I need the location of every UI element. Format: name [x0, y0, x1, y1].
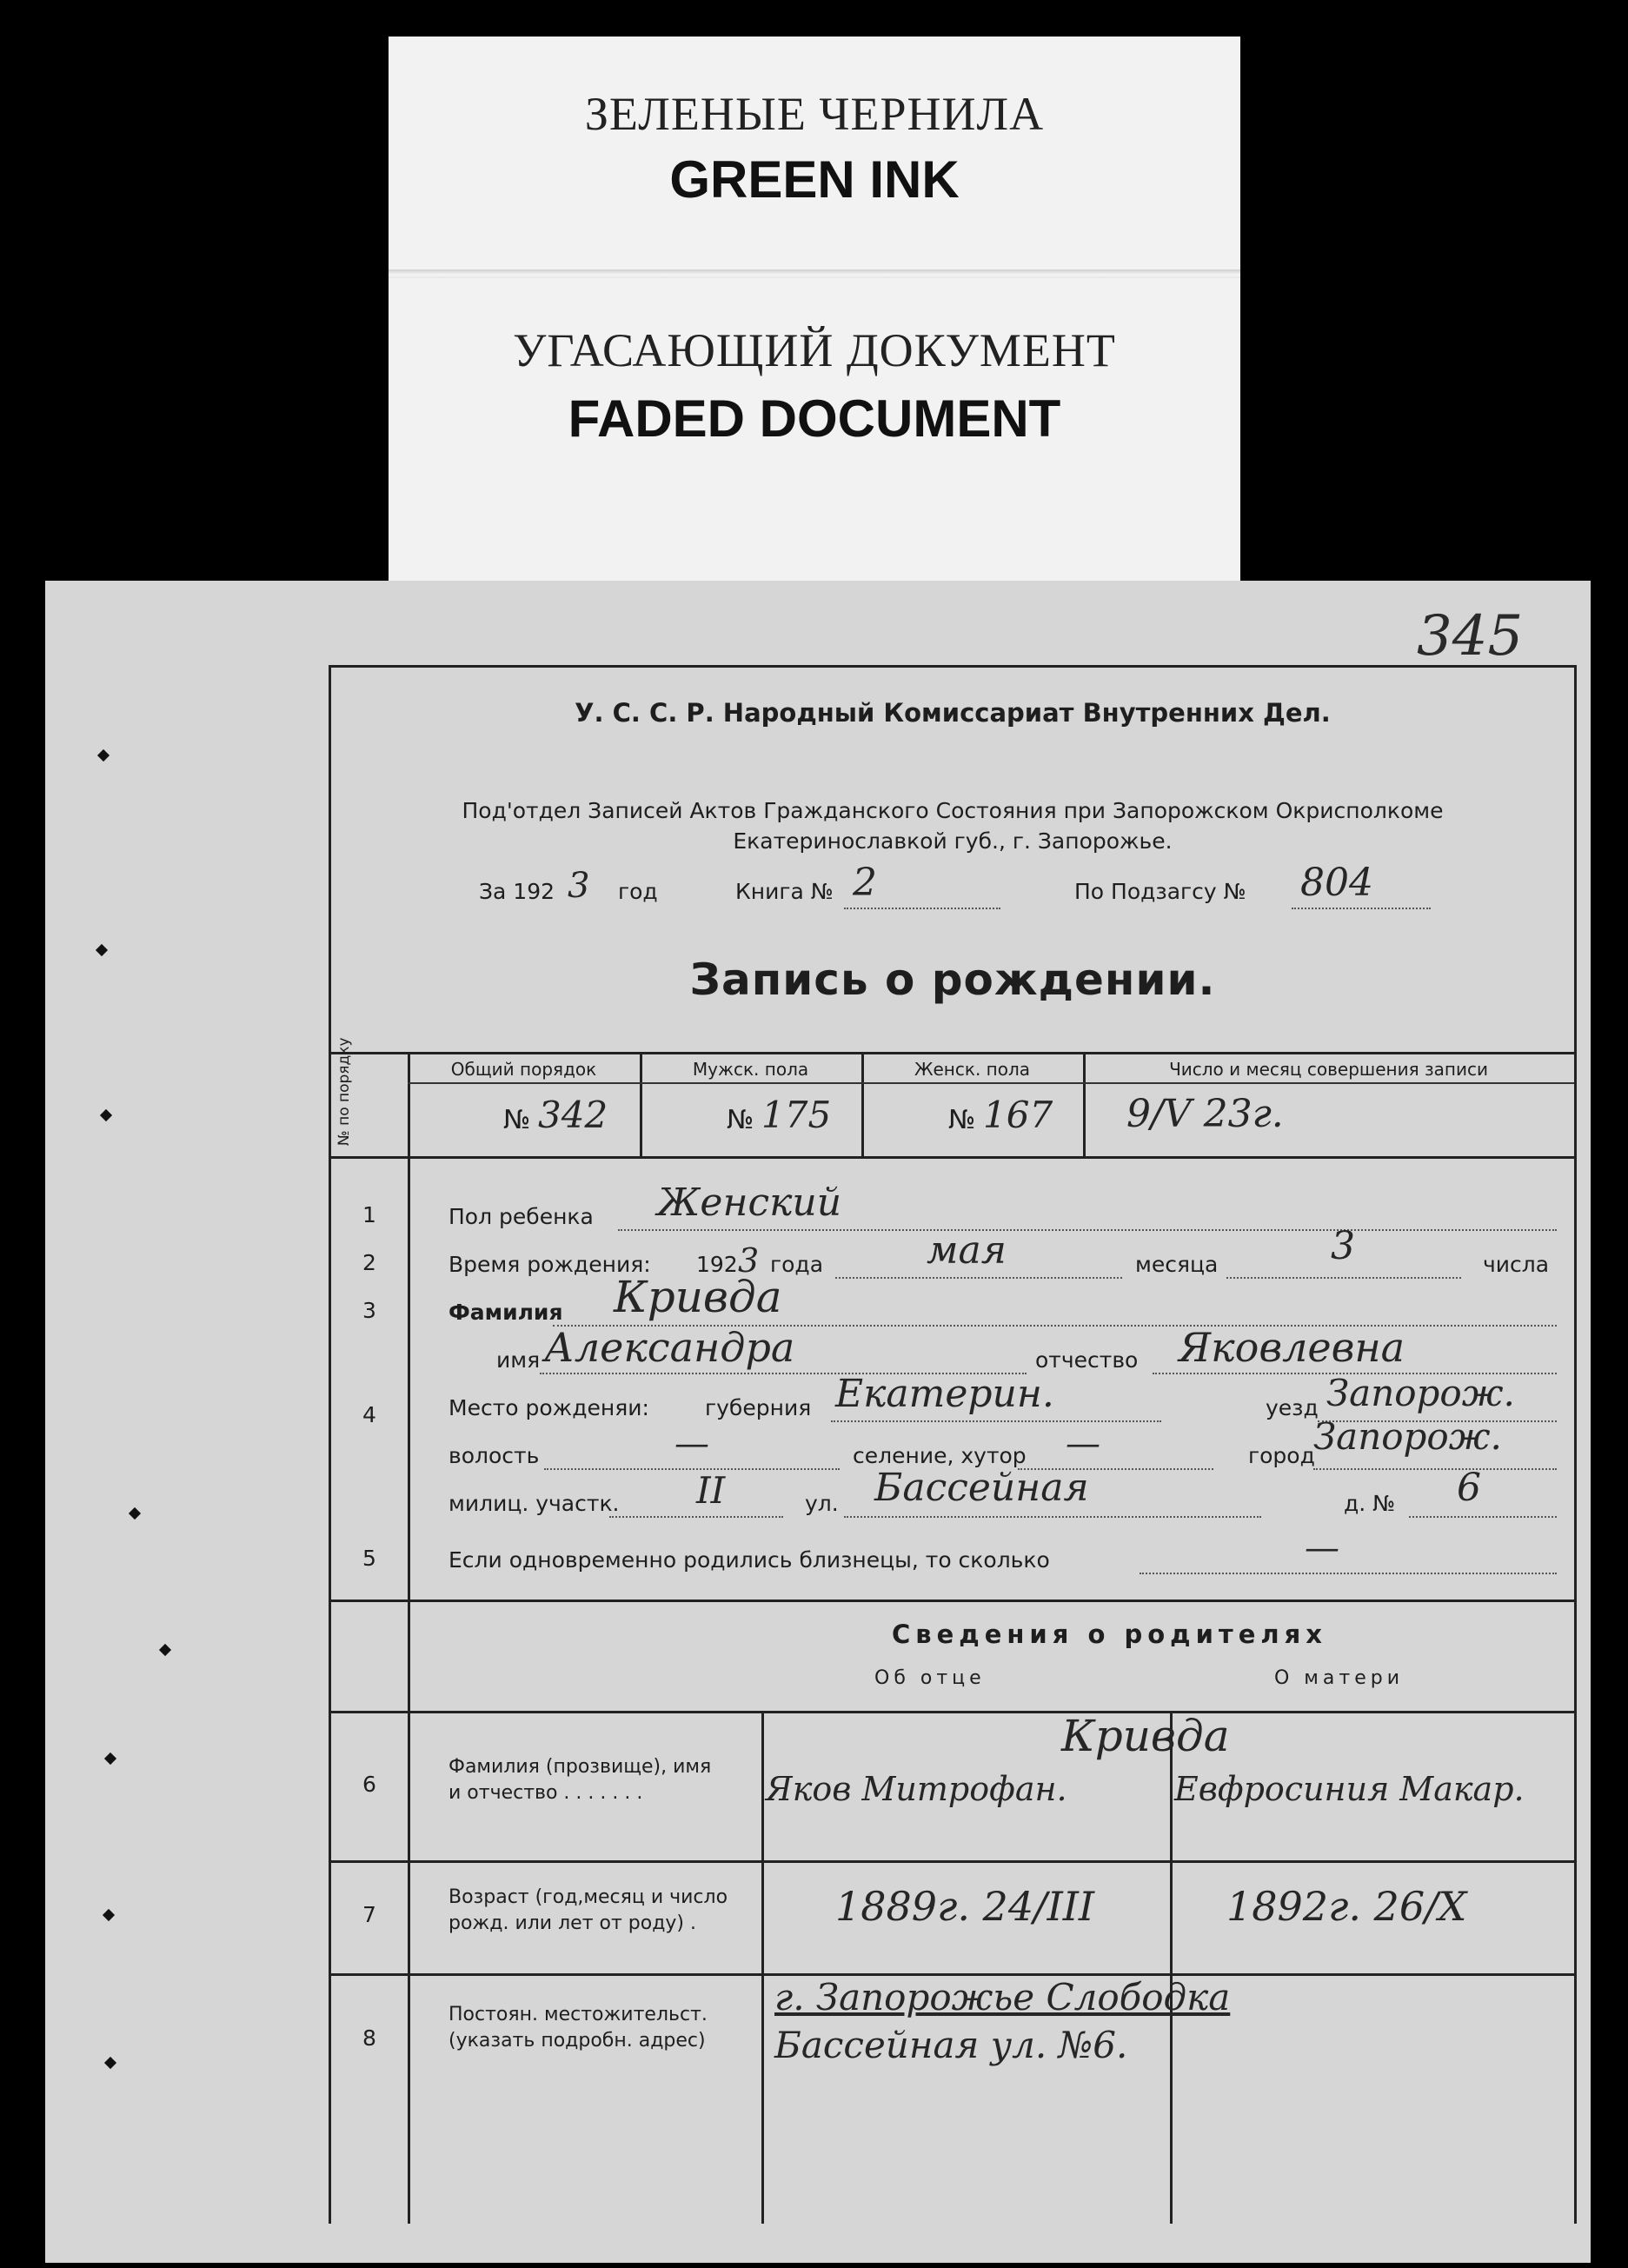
male-prefix: № — [727, 1105, 754, 1135]
street-value: Бассейная — [874, 1466, 1089, 1510]
table-rule — [408, 1082, 1574, 1084]
subzags-label: По Подзагсу № — [1074, 879, 1246, 904]
father-name: Яков Митрофан. — [766, 1770, 1067, 1808]
militia-value: II — [696, 1469, 726, 1512]
residence-line-2: Бассейная ул. №6. — [774, 2024, 1128, 2066]
militia-label: милиц. участк. — [449, 1491, 620, 1516]
house-line — [1409, 1516, 1557, 1518]
department-line: Под'отдел Записей Актов Гражданского Состояния при Запорожском Окрисполкоме — [462, 798, 1444, 823]
binding-hole — [104, 1753, 116, 1765]
month-label: месяца — [1135, 1252, 1219, 1277]
residence-label-2: (указать подробн. адрес) — [449, 2030, 706, 2052]
binding-hole — [129, 1507, 141, 1520]
row-number: 2 — [362, 1250, 376, 1275]
uezd-label: уезд — [1266, 1395, 1319, 1420]
father-header: Об отце — [874, 1667, 986, 1689]
year-suffix: год — [618, 879, 658, 904]
label-fold — [389, 269, 1240, 278]
row-number: 6 — [362, 1772, 376, 1797]
twins-value: — — [1305, 1528, 1339, 1568]
birth-time-label: Время рождения: — [449, 1252, 651, 1277]
gubernia-label: губерния — [705, 1395, 812, 1420]
label-faded-en: FADED DOCUMENT — [568, 389, 1061, 448]
record-date-label: Число и месяц совершения записи — [1169, 1059, 1488, 1080]
parent-name-label-2: и отчество . . . . . . . — [449, 1782, 643, 1804]
birth-month-line — [835, 1277, 1122, 1279]
archive-label-card — [389, 37, 1240, 584]
table-rule — [331, 1600, 1574, 1602]
general-order-label: Общий порядок — [450, 1059, 597, 1080]
patronymic-label: отчество — [1035, 1347, 1139, 1373]
patronymic-value: Яковлевна — [1179, 1324, 1405, 1371]
residence-label: Постоян. местожительст. — [449, 2004, 708, 2025]
table-rule — [1170, 1711, 1173, 2224]
mother-header: О матери — [1274, 1667, 1405, 1689]
gorod-label: город — [1248, 1443, 1315, 1468]
parents-family-name: Кривда — [1061, 1711, 1230, 1761]
female-prefix: № — [948, 1105, 976, 1135]
birth-day-value: 3 — [1331, 1224, 1355, 1268]
birth-year-suffix: года — [770, 1252, 824, 1277]
residence-line-1: г. Запорожье Слободка — [774, 1976, 1231, 2019]
parent-age-label-2: рожд. или лет от роду) . — [449, 1912, 696, 1934]
selenie-value: — — [1066, 1424, 1100, 1464]
uezd-value: Запорож. — [1326, 1372, 1515, 1414]
house-value: 6 — [1457, 1466, 1481, 1510]
binding-hole — [97, 749, 110, 762]
sex-value: Женский — [657, 1181, 842, 1225]
twins-line — [1140, 1573, 1557, 1574]
street-label: ул. — [805, 1491, 839, 1516]
row-number: 5 — [362, 1546, 376, 1571]
gorod-value: Запорож. — [1313, 1415, 1502, 1458]
birth-record-form — [329, 665, 1577, 2224]
binding-hole — [100, 1109, 112, 1121]
female-value: 167 — [983, 1094, 1053, 1136]
general-order-value: 342 — [538, 1094, 608, 1136]
label-ink-ru: ЗЕЛЕНЫЕ ЧЕРНИЛА — [584, 88, 1045, 140]
birthplace-label: Место рожденяи: — [449, 1395, 649, 1420]
general-order-prefix: № — [503, 1105, 531, 1135]
record-date-value: 9/V 23г. — [1126, 1092, 1284, 1136]
birth-day-line — [1226, 1277, 1461, 1279]
volost-label: волость — [449, 1443, 540, 1468]
sex-label: Пол ребенка — [449, 1204, 594, 1229]
subzags-value: 804 — [1300, 861, 1373, 905]
label-faded-ru: УГАСАЮЩИЙ ДОКУМЕНТ — [513, 324, 1116, 376]
surname-value: Кривда — [614, 1272, 782, 1322]
label-ink-en: GREEN INK — [669, 150, 960, 209]
militia-line — [609, 1516, 783, 1518]
gubernia-line — [831, 1420, 1161, 1422]
twins-label: Если одновременно родились близнецы, то сколько — [449, 1547, 1050, 1573]
year-label: За 192 — [479, 879, 555, 904]
volost-line — [544, 1468, 840, 1470]
birth-year-value: 3 — [738, 1241, 760, 1280]
row-number: 4 — [362, 1402, 376, 1427]
table-rule — [761, 1711, 764, 2224]
document-title: Запись о рождении. — [689, 954, 1216, 1005]
gorod-line — [1313, 1468, 1557, 1470]
mother-age: 1892г. 26/X — [1226, 1883, 1467, 1930]
selenie-label: селение, хутор — [853, 1443, 1027, 1468]
book-value: 2 — [853, 861, 877, 905]
commissariat-heading: У. С. С. Р. Народный Комиссариат Внутренних Дел. — [575, 698, 1331, 728]
parent-age-label: Возраст (год,месяц и число — [449, 1886, 728, 1908]
row-number-header: № по порядку — [336, 1037, 353, 1146]
binding-hole — [96, 944, 108, 956]
day-label: числа — [1483, 1252, 1550, 1277]
name-value: Александра — [544, 1324, 795, 1371]
table-rule — [331, 1052, 1574, 1054]
father-age: 1889г. 24/III — [835, 1883, 1095, 1930]
book-line — [844, 908, 1000, 909]
male-label: Мужск. пола — [692, 1059, 809, 1080]
table-rule — [408, 1052, 410, 2224]
year-value: 3 — [568, 866, 590, 906]
row-number: 1 — [362, 1202, 376, 1227]
binding-hole — [103, 1909, 115, 1921]
house-label: д. № — [1344, 1491, 1396, 1516]
mother-name: Евфросиния Макар. — [1174, 1770, 1525, 1808]
street-line — [844, 1516, 1261, 1518]
book-label: Книга № — [735, 879, 834, 904]
table-rule — [331, 1711, 1574, 1713]
sex-line — [618, 1229, 1557, 1231]
binding-hole — [104, 2057, 116, 2069]
region-line: Екатеринославкой губ., г. Запорожье. — [733, 828, 1173, 854]
parent-name-label: Фамилия (прозвище), имя — [449, 1756, 712, 1778]
parents-title: Сведения о родителях — [892, 1620, 1327, 1649]
binding-hole — [159, 1644, 171, 1656]
female-label: Женск. пола — [914, 1059, 1031, 1080]
birth-month-value: мая — [927, 1228, 1007, 1273]
subzags-line — [1292, 908, 1431, 909]
surname-label: Фамилия — [449, 1300, 563, 1325]
page-number: 345 — [1417, 604, 1524, 668]
gubernia-value: Екатерин. — [835, 1372, 1054, 1416]
table-rule — [331, 1860, 1574, 1863]
row-number: 7 — [362, 1902, 376, 1927]
volost-value: — — [674, 1424, 709, 1464]
row-number: 3 — [362, 1298, 376, 1323]
male-value: 175 — [761, 1094, 832, 1136]
birth-year-prefix: 192 — [696, 1252, 738, 1277]
row-number: 8 — [362, 2025, 376, 2051]
table-rule — [331, 1156, 1574, 1159]
name-label: имя — [496, 1347, 541, 1373]
